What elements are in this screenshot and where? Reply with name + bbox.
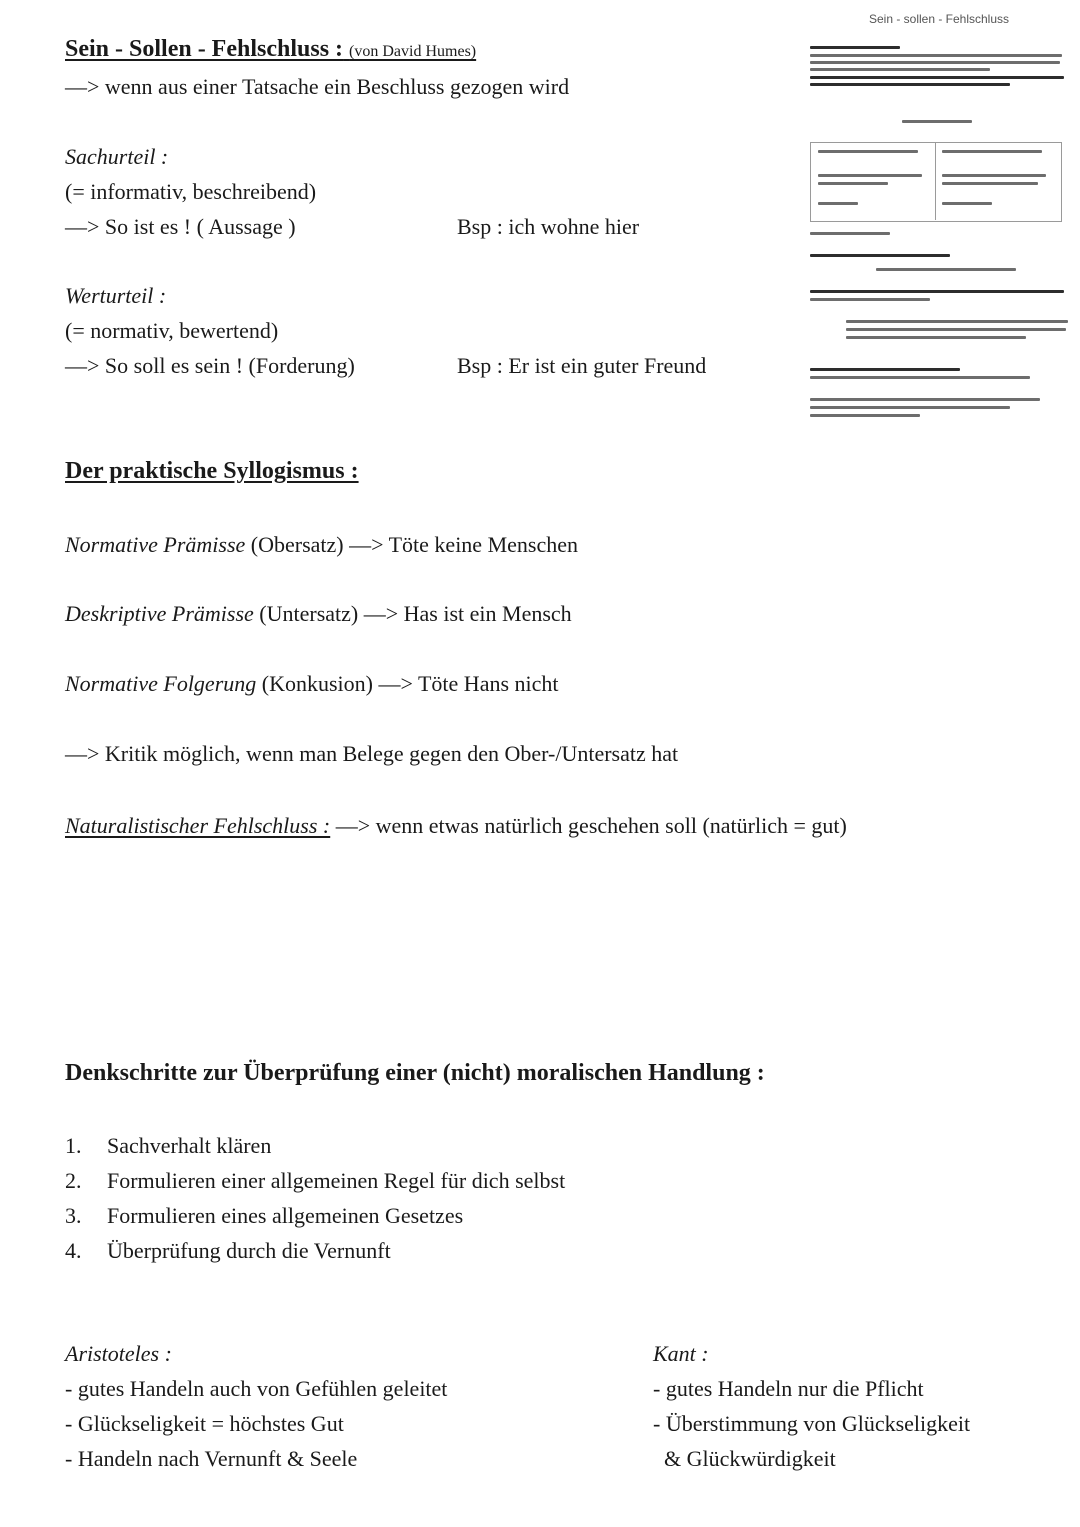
thumb-line	[810, 368, 960, 371]
thumb-line	[810, 61, 1060, 64]
werturteil-example: Bsp : Er ist ein guter Freund	[457, 353, 707, 378]
denkschritte-list	[65, 1128, 565, 1268]
list-text: Formulieren einer allgemeinen Regel für dich selbst	[107, 1168, 566, 1193]
kant-point: & Glückwürdigkeit	[653, 1446, 836, 1471]
naturalistisch-label: Naturalistischer Fehlschluss :	[65, 813, 331, 838]
list-text: Formulieren eines allgemeinen Gesetzes	[107, 1203, 464, 1228]
thumb-line	[846, 320, 1068, 323]
premise-term: Normative Prämisse	[65, 532, 246, 557]
thumb-line	[942, 150, 1042, 153]
sein-sollen-definition: —> wenn aus einer Tatsache ein Beschluss gezogen wird	[65, 74, 570, 99]
naturalistischer-fehlschluss	[65, 813, 847, 839]
thumb-line	[942, 182, 1038, 185]
thumb-line	[876, 268, 1016, 271]
thumb-line	[810, 376, 1030, 379]
premise-conclusion	[65, 671, 559, 697]
thumb-line	[818, 202, 858, 205]
thumb-line	[810, 414, 920, 417]
thumb-line	[810, 68, 990, 71]
thumb-line	[810, 83, 1010, 86]
syllogismus-title: Der praktische Syllogismus :	[65, 458, 359, 484]
thumb-line	[810, 54, 1062, 57]
author-note: (von David Humes)	[349, 43, 477, 60]
thumb-line	[846, 336, 1026, 339]
list-number: 4.	[65, 1238, 82, 1263]
werturteil-statement: —> So soll es sein ! (Forderung)	[65, 353, 355, 378]
list-number: 2.	[65, 1168, 82, 1193]
denkschritte-title: Denkschritte zur Überprüfung einer (nicht) moralischen Handlung :	[65, 1060, 765, 1086]
premise-role: (Obersatz) —> Töte keine Menschen	[245, 532, 578, 557]
premise-role: (Untersatz) —> Has ist ein Mensch	[253, 601, 572, 626]
werturteil-desc: (= normativ, bewertend)	[65, 318, 279, 343]
kant-point: - Überstimmung von Glückseligkeit	[653, 1411, 971, 1436]
kant-point: - gutes Handeln nur die Pflicht	[653, 1376, 924, 1401]
werturteil-label: Werturteil :	[65, 283, 167, 308]
thumb-line	[942, 174, 1046, 177]
sein-sollen-title-text: Sein - Sollen - Fehlschluss :	[65, 36, 344, 62]
list-item	[65, 1163, 565, 1198]
premise-descriptive	[65, 601, 572, 627]
sachurteil-statement: —> So ist es ! ( Aussage )	[65, 214, 296, 239]
list-text: Sachverhalt klären	[107, 1133, 272, 1158]
aristoteles-point: - gutes Handeln auch von Gefühlen geleitet	[65, 1376, 448, 1401]
thumb-line	[810, 232, 890, 235]
aristoteles-point: - Glückseligkeit = höchstes Gut	[65, 1411, 344, 1436]
thumb-line	[942, 202, 992, 205]
thumb-divider	[935, 142, 936, 220]
notes-thumbnail	[806, 10, 1072, 430]
aristoteles-label: Aristoteles :	[65, 1341, 172, 1366]
thumb-line	[810, 298, 930, 301]
sachurteil-example: Bsp : ich wohne hier	[457, 214, 640, 239]
thumb-line	[818, 174, 922, 177]
list-item	[65, 1233, 565, 1268]
sachurteil-label: Sachurteil :	[65, 144, 169, 169]
premise-role: (Konkusion) —> Töte Hans nicht	[256, 671, 559, 696]
aristoteles-point: - Handeln nach Vernunft & Seele	[65, 1446, 358, 1471]
thumb-line	[810, 76, 1064, 79]
list-number: 1.	[65, 1133, 82, 1158]
thumb-line	[818, 182, 888, 185]
thumb-line	[810, 406, 1010, 409]
premise-normative	[65, 532, 578, 558]
naturalistisch-text: —> wenn etwas natürlich geschehen soll (natürlich = gut)	[330, 813, 847, 838]
thumb-line	[810, 254, 950, 257]
premise-term: Deskriptive Prämisse	[65, 601, 254, 626]
thumb-line	[810, 398, 1040, 401]
premise-term: Normative Folgerung	[65, 671, 257, 696]
list-number: 3.	[65, 1203, 82, 1228]
thumb-line	[810, 46, 900, 49]
list-text: Überprüfung durch die Vernunft	[107, 1238, 391, 1263]
sachurteil-desc: (= informativ, beschreibend)	[65, 179, 317, 204]
syllogismus-kritik: —> Kritik möglich, wenn man Belege gegen den Ober-/Untersatz hat	[65, 741, 679, 766]
list-item	[65, 1128, 565, 1163]
thumb-line	[818, 150, 918, 153]
list-item	[65, 1198, 565, 1233]
thumb-line	[810, 290, 1064, 293]
thumb-line	[846, 328, 1066, 331]
thumbnail-title: Sein - sollen - Fehlschluss	[868, 12, 1010, 26]
thumb-line	[902, 120, 972, 123]
kant-label: Kant :	[653, 1341, 709, 1366]
sein-sollen-title	[65, 36, 476, 63]
